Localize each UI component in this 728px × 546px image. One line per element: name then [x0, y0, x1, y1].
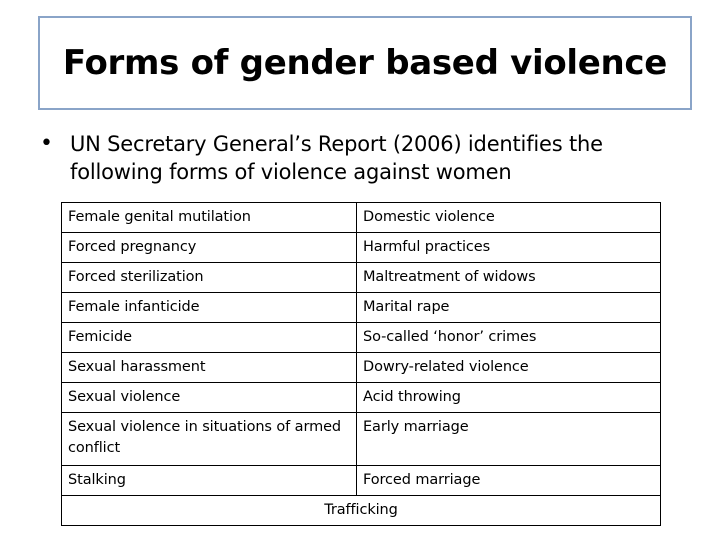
- table-cell: Femicide: [62, 323, 357, 353]
- table-row: [62, 353, 661, 383]
- table-row: [62, 293, 661, 323]
- title-box: [38, 16, 692, 110]
- table-cell: Forced pregnancy: [62, 233, 357, 263]
- bullet-item: [40, 130, 680, 186]
- table-cell: Acid throwing: [357, 383, 661, 413]
- table-cell: Stalking: [62, 466, 357, 496]
- table-cell: Early marriage: [357, 413, 661, 466]
- table-cell: Forced sterilization: [62, 263, 357, 293]
- table-footer-cell: Trafficking: [62, 496, 661, 526]
- table-cell: Female genital mutilation: [62, 203, 357, 233]
- table-footer-row: [62, 496, 661, 526]
- table-row: [62, 466, 661, 496]
- table-cell: Domestic violence: [357, 203, 661, 233]
- bullet-text: UN Secretary General’s Report (2006) identifies the following forms of violence against women: [70, 132, 603, 184]
- table-row: [62, 323, 661, 353]
- table-row: [62, 203, 661, 233]
- table-cell: Sexual violence: [62, 383, 357, 413]
- table-cell: Marital rape: [357, 293, 661, 323]
- table-row: [62, 263, 661, 293]
- table-cell: Harmful practices: [357, 233, 661, 263]
- table-row: [62, 383, 661, 413]
- table-cell: Forced marriage: [357, 466, 661, 496]
- table-row: [62, 413, 661, 466]
- bullet-marker: •: [40, 131, 53, 156]
- table-cell: Maltreatment of widows: [357, 263, 661, 293]
- table-row: [62, 233, 661, 263]
- table-cell: Dowry-related violence: [357, 353, 661, 383]
- violence-forms-table: [61, 202, 661, 526]
- table-cell: Sexual violence in situations of armed conflict: [62, 413, 357, 466]
- table-cell: Female infanticide: [62, 293, 357, 323]
- slide-title: Forms of gender based violence: [62, 43, 668, 83]
- table-cell: So-called ‘honor’ crimes: [357, 323, 661, 353]
- table-cell: Sexual harassment: [62, 353, 357, 383]
